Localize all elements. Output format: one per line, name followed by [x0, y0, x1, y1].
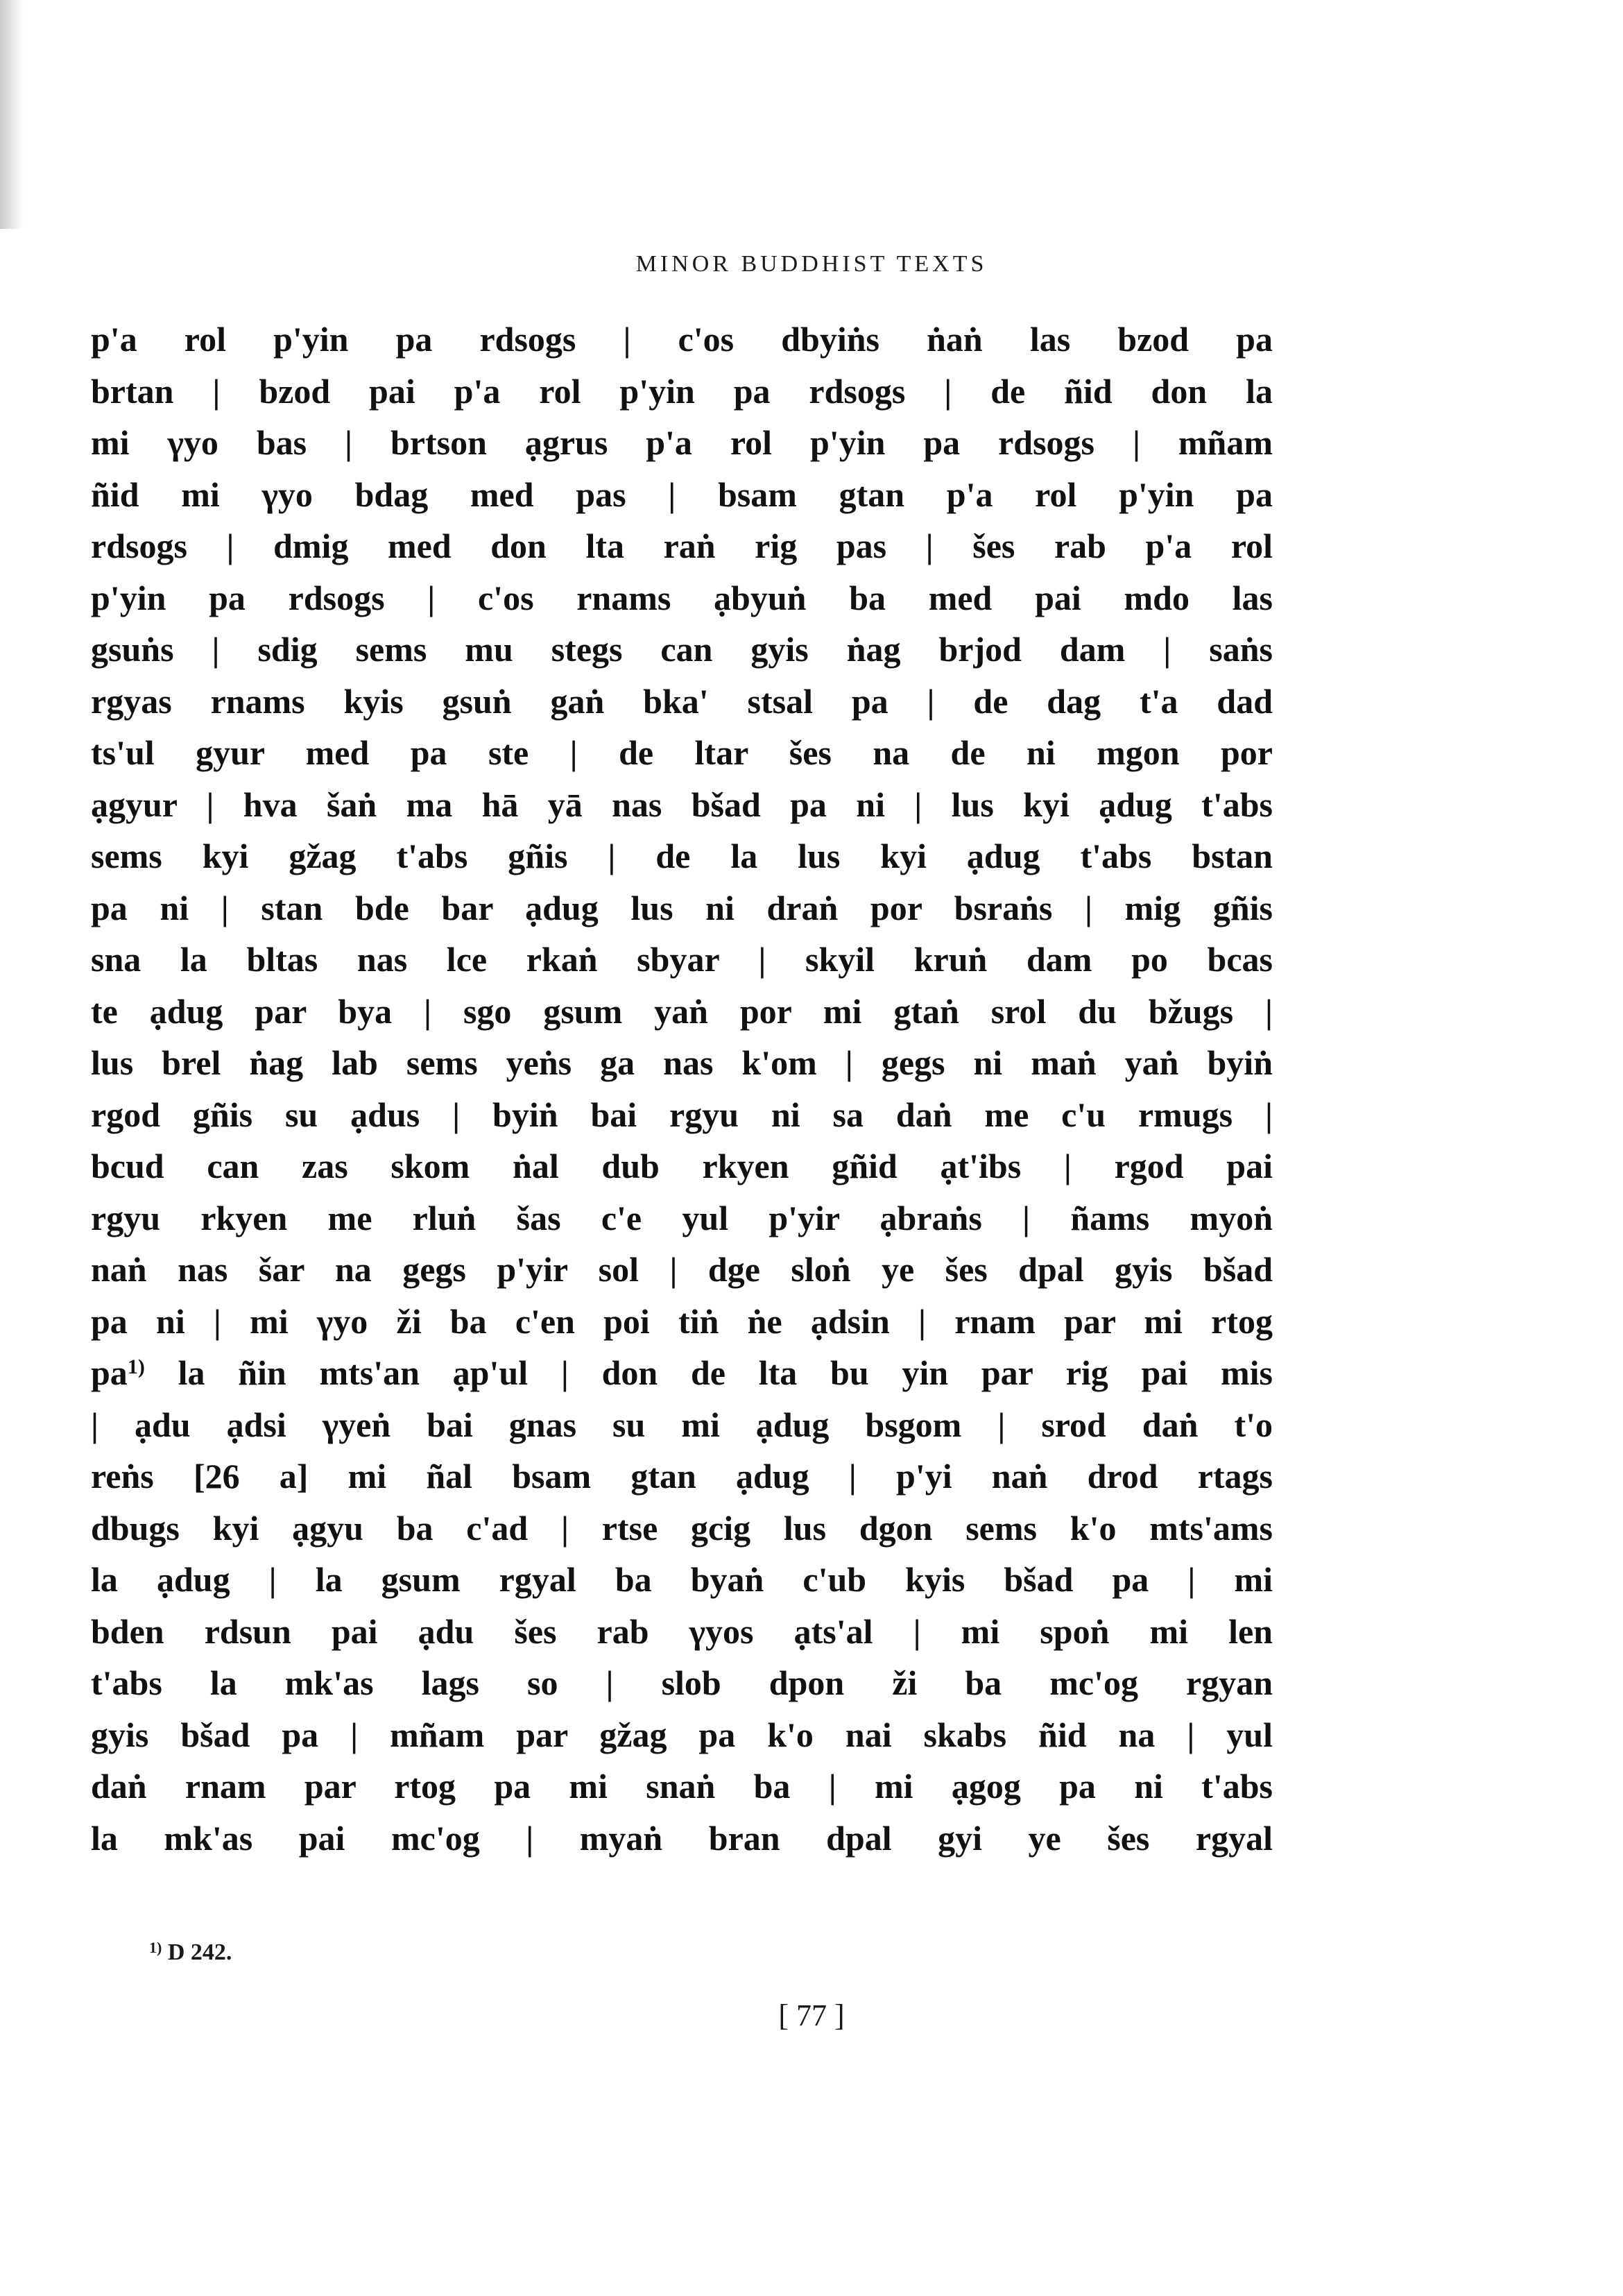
text-line: gyis bšad pa | mñam par gžag pa k'o nai skabs ñid na | yul [91, 1715, 1273, 1754]
main-text [91, 314, 1273, 1864]
running-head: MINOR BUDDHIST TEXTS [635, 251, 988, 277]
text-line: gsuṅs | sdig sems mu stegs can gyis ṅag brjod dam | saṅs [91, 630, 1273, 669]
text-line: te ạdug par bya | sgo gsum yaṅ por mi gtaṅ srol du bžugs | [91, 991, 1273, 1031]
text-line: rgyas rnams kyis gsuṅ gaṅ bka' stsal pa | de dag t'a dad [91, 681, 1273, 721]
text-line-with-footnote [91, 1347, 1273, 1399]
text-line: mi γyo bas | brtson ạgrus p'a rol p'yin pa rdsogs | mñam [91, 423, 1273, 462]
text-line: sna la bltas nas lce rkaṅ sbyar | skyil kruṅ dam po bcas [91, 940, 1273, 979]
text-line-start: pa [91, 1353, 128, 1392]
text-line: ts'ul gyur med pa ste | de ltar šes na de ni mgon por [91, 733, 1273, 772]
text-line: p'a rol p'yin pa rdsogs | c'os dbyiṅs ṅaṅ las bzod pa [91, 320, 1273, 359]
text-line-rest: la ñin mts'an ạp'ul | don de lta bu yin par rig pai mis [144, 1353, 1273, 1392]
text-line: p'yin pa rdsogs | c'os rnams ạbyuṅ ba med pai mdo las [91, 578, 1273, 617]
text-line: bcud can zas skom ṅal dub rkyen gñid ạt'ibs | rgod pai [91, 1147, 1273, 1185]
text-line: dbugs kyi ạgyu ba c'ad | rtse gcig lus dgon sems k'o mts'ams [91, 1508, 1273, 1548]
text-line: naṅ nas šar na gegs p'yir sol | dge sloṅ ye šes dpal gyis bšad [91, 1250, 1273, 1289]
text-line: bden rdsun pai ạdu šes rab γyos ạts'al | mi spoṅ mi len [91, 1611, 1273, 1651]
text-line: rdsogs | dmig med don lta raṅ rig pas | šes rab p'a rol [91, 526, 1273, 565]
footnote-text: D 242. [167, 1939, 232, 1965]
footnote [149, 1939, 232, 1966]
footnote-reference[interactable]: 1) [127, 1355, 145, 1378]
text-line: brtan | bzod pai p'a rol p'yin pa rdsogs | de ñid don la [91, 371, 1273, 411]
text-line: rgyu rkyen me rluṅ šas c'e yul p'yir ạbraṅs | ñams myoṅ [91, 1198, 1273, 1237]
footnote-number: 1) [149, 1939, 162, 1956]
text-line: daṅ rnam par rtog pa mi snaṅ ba | mi ạgog pa ni t'abs [91, 1767, 1273, 1806]
scan-edge-shadow [0, 0, 24, 229]
text-line: la mk'as pai mc'og | myaṅ bran dpal gyi ye šes rgyal [91, 1818, 1273, 1858]
text-line: ạgyur | hva šaṅ ma hā yā nas bšad pa ni | lus kyi ạdug t'abs [91, 785, 1273, 824]
text-line: t'abs la mk'as lags so | slob dpon ži ba mc'og rgyan [91, 1663, 1273, 1702]
page-number: [ 77 ] [778, 1998, 845, 2032]
text-line: sems kyi gžag t'abs gñis | de la lus kyi ạdug t'abs bstan [91, 837, 1273, 875]
text-line: rgod gñis su ạdus | byiṅ bai rgyu ni sa daṅ me c'u rmugs | [91, 1095, 1273, 1134]
text-line: la ạdug | la gsum rgyal ba byaṅ c'ub kyis bšad pa | mi [91, 1560, 1273, 1599]
text-line: pa ni | mi γyo ži ba c'en poi tiṅ ṅe ạdsin | rnam par mi rtog [91, 1301, 1273, 1341]
text-line: ñid mi γyo bdag med pas | bsam gtan p'a rol p'yin pa [91, 474, 1273, 514]
text-line: reṅs [26 a] mi ñal bsam gtan ạdug | p'yi naṅ drod rtags [91, 1457, 1273, 1496]
text-line: pa ni | stan bde bar ạdug lus ni draṅ por bsraṅs | mig gñis [91, 888, 1273, 927]
text-line: lus brel ṅag lab sems yeṅs ga nas k'om | gegs ni maṅ yaṅ byiṅ [91, 1043, 1273, 1082]
text-line: | ạdu ạdsi γyeṅ bai gnas su mi ạdug bsgom | srod daṅ t'o [91, 1405, 1273, 1444]
